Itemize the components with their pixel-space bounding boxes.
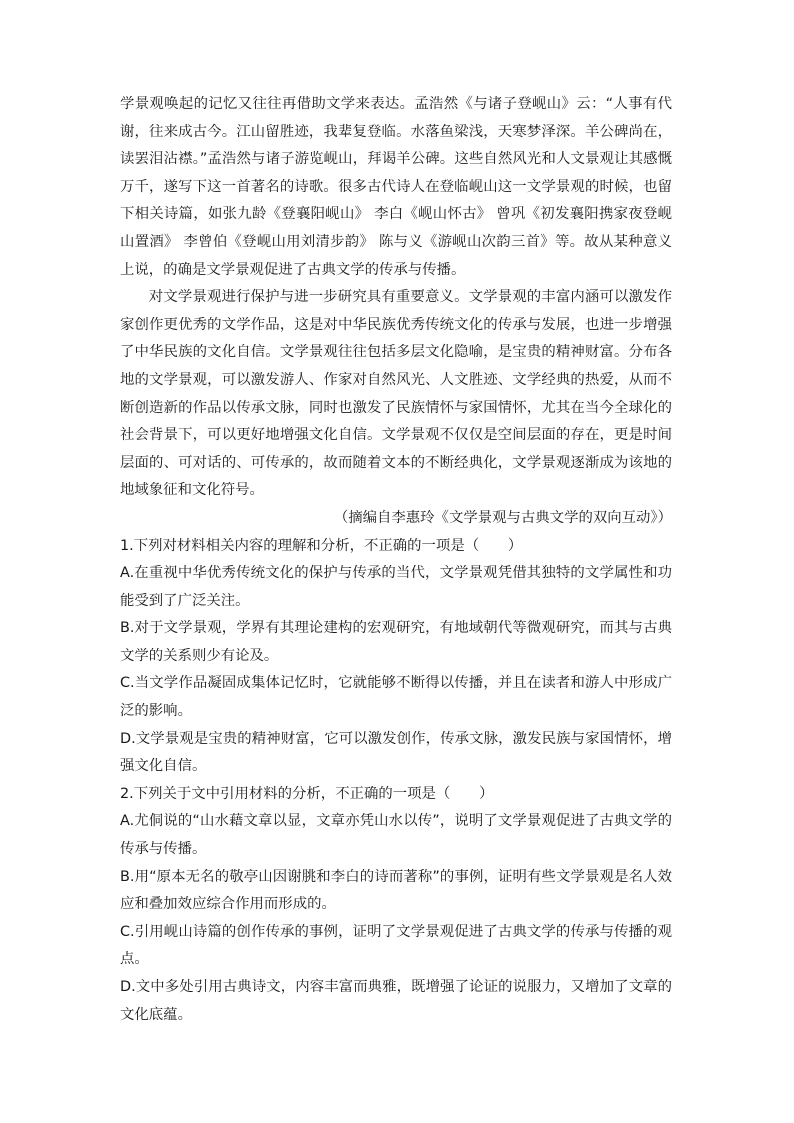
- question-1-option-a: A.在重视中华优秀传统文化的保护与传承的当代，文学景观凭借其独特的文学属性和功能受到了广泛关注。: [120, 565, 672, 609]
- question-2-option-d: D.文中多处引用古典诗文，内容丰富而典雅，既增强了论证的说服力，又增加了文章的文化底蕴。: [120, 979, 672, 1023]
- question-1-stem: 1.下列对材料相关内容的理解和分析，不正确的一项是（ ）: [120, 537, 523, 554]
- question-2-option-c: C.引用岘山诗篇的创作传承的事例，证明了文学景观促进了古典文学的传承与传播的观点。: [120, 923, 672, 968]
- question-2-option-a: A.尤侗说的“山水藉文章以显，文章亦凭山水以传”，说明了文学景观促进了古典文学的传承与传播。: [120, 813, 672, 858]
- question-1-option-c: C.当文学作品凝固成集体记忆时，它就能够不断得以传播，并且在读者和游人中形成广泛的影响。: [120, 675, 672, 720]
- question-1-option-d: D.文学景观是宝贵的精神财富，它可以激发创作，传承文脉，激发民族与家国情怀，增强文化自信。: [120, 730, 672, 775]
- question-2-option-b: B.用“原本无名的敬亭山因谢朓和李白的诗而著称”的事例，证明有些文学景观是名人效应和叠加效应综合作用而形成的。: [120, 868, 672, 913]
- article-paragraph-1: 学景观唤起的记忆又往往再借助文学来表达。孟浩然《与诸子登岘山》云：“人事有代谢，往来成古今。江山留胜迹，我辈复登临。水落鱼梁浅，天寒梦泽深。羊公碑尚在，读罢泪沾襟。”孟浩然与诸子游览岘山，拜谒羊公碑。这些自然风光和人文景观让其感慨万千，遂写下这一首著名的诗歌。很多古代诗人在登临岘山这一文学景观的时候，也留下相关诗篇，如张九龄《登襄阳岘山》 李白《岘山怀古》 曾巩《初发襄阳携家夜登岘山置酒》 李曾伯《登岘山用刘清步韵》 陈与义《游岘山次韵三首》等。故从某种意义上说，的确是文学景观促进了古典文学的传承与传播。: [120, 96, 672, 278]
- article-source: （摘编自李惠玲《文学景观与古典文学的双向互动》）: [333, 509, 672, 526]
- question-1-option-b: B.对于文学景观，学界有其理论建构的宏观研究，有地域朝代等微观研究，而其与古典文学的关系则少有论及。: [120, 620, 672, 664]
- question-2: [120, 781, 672, 1029]
- question-1: [120, 533, 672, 781]
- question-2-stem: 2.下列关于文中引用材料的分析，不正确的一项是（ ）: [120, 785, 494, 802]
- document-page: [120, 91, 672, 1029]
- article-paragraph-2: 对文学景观进行保护与进一步研究具有重要意义。文学景观的丰富内涵可以激发作家创作更优秀的文学作品，这是对中华民族优秀传统文化的传承与发展，也进一步增强了中华民族的文化自信。文学景观往往包括多层文化隐喻，是宝贵的精神财富。分布各地的文学景观，可以激发游人、作家对自然风光、人文胜迹、文学经典的热爱，从而不断创造新的作品以传承文脉，同时也激发了民族情怀与家国情怀，尤其在当今全球化的社会背景下，可以更好地增强文化自信。文学景观不仅仅是空间层面的存在，更是时间层面的、可对话的、可传承的，故而随着文本的不断经典化，文学景观逐渐成为该地的地域象征和文化符号。: [120, 289, 672, 499]
